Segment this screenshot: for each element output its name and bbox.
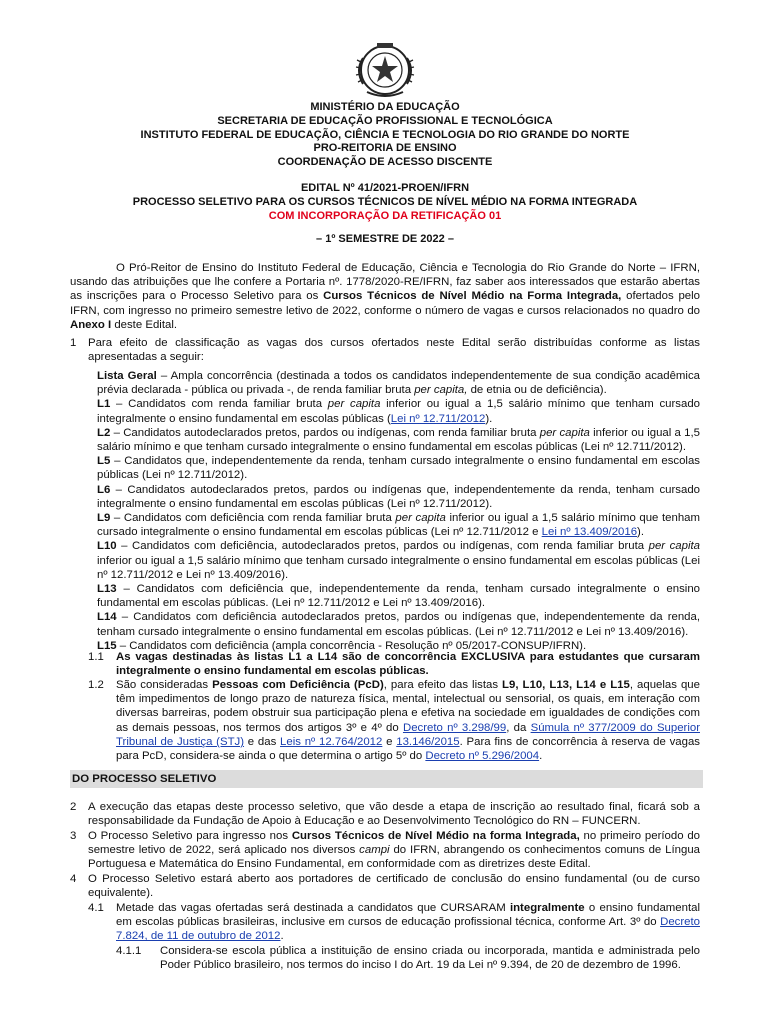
list-item-l15: L15 – Candidatos com deficiência (ampla concorrência - Resolução nº 05/2017-CONSUP/IFRN). [97, 639, 587, 652]
header-pro-rectorate: PRO-REITORIA DE ENSINO [313, 142, 457, 155]
item-number: 2 [70, 801, 77, 813]
list-item-geral: Lista Geral – Ampla concorrência (destinada a todos os candidatos independentemente de sua condição acadêmica prévia declarada - pública ou privada -, de renda familiar bruta per capita, de etnia ou de deficiência). [97, 370, 700, 397]
item-4-1-text: Metade das vagas ofertadas será destinada a candidatos que CURSARAM integralmente o ensino fundamental em escolas públicas brasileiras, inclusive em cursos de educação profissional técnica, conforme Art. 3º do Decreto 7.824, de 11 de outubro de 2012. [116, 902, 700, 943]
edital-title: PROCESSO SELETIVO PARA OS CURSOS TÉCNICOS DE NÍVEL MÉDIO NA FORMA INTEGRADA [132, 195, 638, 208]
item-3-text: O Processo Seletivo para ingresso nos Cursos Técnicos de Nível Médio na forma Integrada, no primeiro período do semestre letivo de 2022, será aplicado nos diversos campi do IFRN, abrangendo os conhecimentos comuns de Língua Portuguesa e Matemática do Ensino Fundamental, em conformidade com as diretrizes deste Edital. [88, 830, 701, 871]
document-header [60, 101, 710, 247]
semester-label: – 1º SEMESTRE DE 2022 – [316, 233, 454, 246]
list-item-l1: L1 – Candidatos com renda familiar bruta per capita inferior ou igual a 1,5 salário mínimo que tenham cursado integralmente o ensino fundamental em escolas públicas (Lei nº 12.711/2012). [97, 398, 700, 425]
list-item-l6: L6 – Candidatos autodeclarados pretos, pardos ou indígenas que, independentemente da renda, tenham cursado integralmente o ensino fundamental em escolas públicas (Lei nº 12.711/2012). [97, 483, 700, 510]
item-number: 1.2 [88, 679, 104, 691]
sumula-link[interactable]: Súmula nº 377/2009 do Superior Tribunal de Justiça (STJ) [116, 721, 700, 748]
section-heading: DO PROCESSO SELETIVO [70, 770, 703, 788]
intro-paragraph: O Pró-Reitor de Ensino do Instituto Federal de Educação, Ciência e Tecnologia do Rio Grande do Norte – IFRN, usando das atribuições que lhe confere a Portaria nº. 1778/2020-RE/IFRN, faz saber aos interessados que estarão abertas as inscrições para o Processo Seletivo para os Cursos Técnicos de Nível Médio na Forma Integrada, ofertados pelo IFRN, com ingresso no primeiro semestre letivo de 2022, conforme o número de vagas e cursos relacionados no quadro do Anexo I deste Edital. [70, 262, 700, 331]
retification-note: COM INCORPORAÇÃO DA RETIFICAÇÃO 01 [268, 209, 502, 222]
law-link[interactable]: 13.146/2015 [396, 735, 460, 748]
item-number: 1.1 [88, 651, 104, 663]
law-link[interactable]: Lei nº 12.711/2012 [390, 412, 486, 425]
header-institute: INSTITUTO FEDERAL DE EDUCAÇÃO, CIÊNCIA E TECNOLOGIA DO RIO GRANDE DO NORTE [140, 128, 630, 141]
list-item-l10: L10 – Candidatos com deficiência, autodeclarados pretos, pardos ou indígenas, com renda familiar bruta per capita inferior ou igual a 1,5 salário mínimo que tenham cursado integralmente o ensino fundamental em escolas públicas (Lei nº 12.711/2012 e Lei nº 13.409/2016). [97, 540, 700, 581]
header-coordination: COORDENAÇÃO DE ACESSO DISCENTE [277, 156, 493, 169]
decree-link[interactable]: Decreto nº 3.298/99 [402, 721, 507, 734]
item-1-text: Para efeito de classificação as vagas dos cursos ofertados neste Edital serão distribuídas conforme as listas apresentadas a seguir: [88, 337, 700, 364]
quota-lists [97, 369, 700, 653]
item-4-text: O Processo Seletivo estará aberto aos portadores de certificado de conclusão do ensino fundamental (ou de curso equivalente). [88, 873, 700, 900]
header-ministry: MINISTÉRIO DA EDUCAÇÃO [310, 101, 460, 113]
list-item-l5: L5 – Candidatos que, independentemente da renda, tenham cursado integralmente o ensino fundamental em escolas públicas (Lei nº 12.711/2012). [97, 455, 700, 482]
item-number: 4.1 [88, 902, 104, 914]
list-item-l13: L13 – Candidatos com deficiência que, independentemente da renda, tenham cursado integralmente o ensino fundamental em escolas públicas. (Lei nº 12.711/2012 e Lei nº 13.409/2016). [97, 583, 700, 610]
law-link[interactable]: Leis nº 12.764/2012 [280, 735, 383, 748]
decree-link[interactable]: Decreto nº 5.296/2004 [425, 750, 540, 763]
list-item-l9: L9 – Candidatos com deficiência com renda familiar bruta per capita inferior ou igual a 1,5 salário mínimo que tenham cursado integralmente o ensino fundamental em escolas públicas (Lei nº 12.711/2012 e Lei nº 13.409/2016). [97, 512, 700, 539]
list-item-l14: L14 – Candidatos com deficiência autodeclarados pretos, pardos ou indígenas que, independentemente da renda, tenham cursado integralmente o ensino fundamental em escolas públicas. (Lei nº 12.711/2012 e Lei nº 13.409/2016). [97, 611, 700, 638]
item-number: 4 [70, 873, 77, 885]
decree-link[interactable]: Decreto 7.824, de 11 de outubro de 2012 [116, 916, 700, 943]
coat-of-arms-seal [353, 40, 417, 100]
item-2-text: A execução das etapas deste processo seletivo, que vão desde a etapa de inscrição ao resultado final, ficará sob a responsabilidade da Fundação de Apoio à Educação e ao Desenvolvimento Tecnológico do RN – FUNCERN. [88, 801, 700, 828]
header-secretariat: SECRETARIA DE EDUCAÇÃO PROFISSIONAL E TECNOLÓGICA [217, 114, 553, 127]
item-number: 3 [70, 830, 77, 842]
item-1-1-text: As vagas destinadas às listas L1 a L14 são de concorrência EXCLUSIVA para estudantes que cursaram integralmente o ensino fundamental em escolas públicas. [116, 651, 700, 678]
item-number: 4.1.1 [116, 945, 142, 957]
item-number: 1 [70, 337, 77, 349]
list-item-l2: L2 – Candidatos autodeclarados pretos, pardos ou indígenas, com renda familiar bruta per capita inferior ou igual a 1,5 salário mínimo e que tenham cursado integralmente o ensino fundamental em escolas públicas (Lei nº 12.711/2012). [97, 426, 700, 454]
item-4-1-1-text: Considera-se escola pública a instituição de ensino criada ou incorporada, mantida e administrada pelo Poder Público brasileiro, nos termos do inciso I do Art. 19 da Lei nº 9.394, de 20 de dezembro de 1996. [160, 945, 700, 972]
item-1-2-text: São consideradas Pessoas com Deficiência (PcD), para efeito das listas L9, L10, L13, L14 e L15, aquelas que têm impedimentos de longo prazo de natureza física, mental, intelectual ou sensorial, os quais, em interação com diversas barreiras, podem obstruir sua participação plena e efetiva na sociedade em igualdades de condições com as demais pessoas, nos termos dos artigos 3º e 4º do Decreto nº 3.298/99, da Súmula nº 377/2009 do Superior Tribunal de Justiça (STJ) e das Leis nº 12.764/2012 e 13.146/2015. Para fins de concorrência à reserva de vagas para PcD, considera-se ainda o que determina o artigo 5º do Decreto nº 5.296/2004. [116, 679, 700, 763]
law-link[interactable]: Lei nº 13.409/2016 [541, 526, 638, 539]
edital-number: EDITAL Nº 41/2021-PROEN/IFRN [300, 181, 470, 194]
